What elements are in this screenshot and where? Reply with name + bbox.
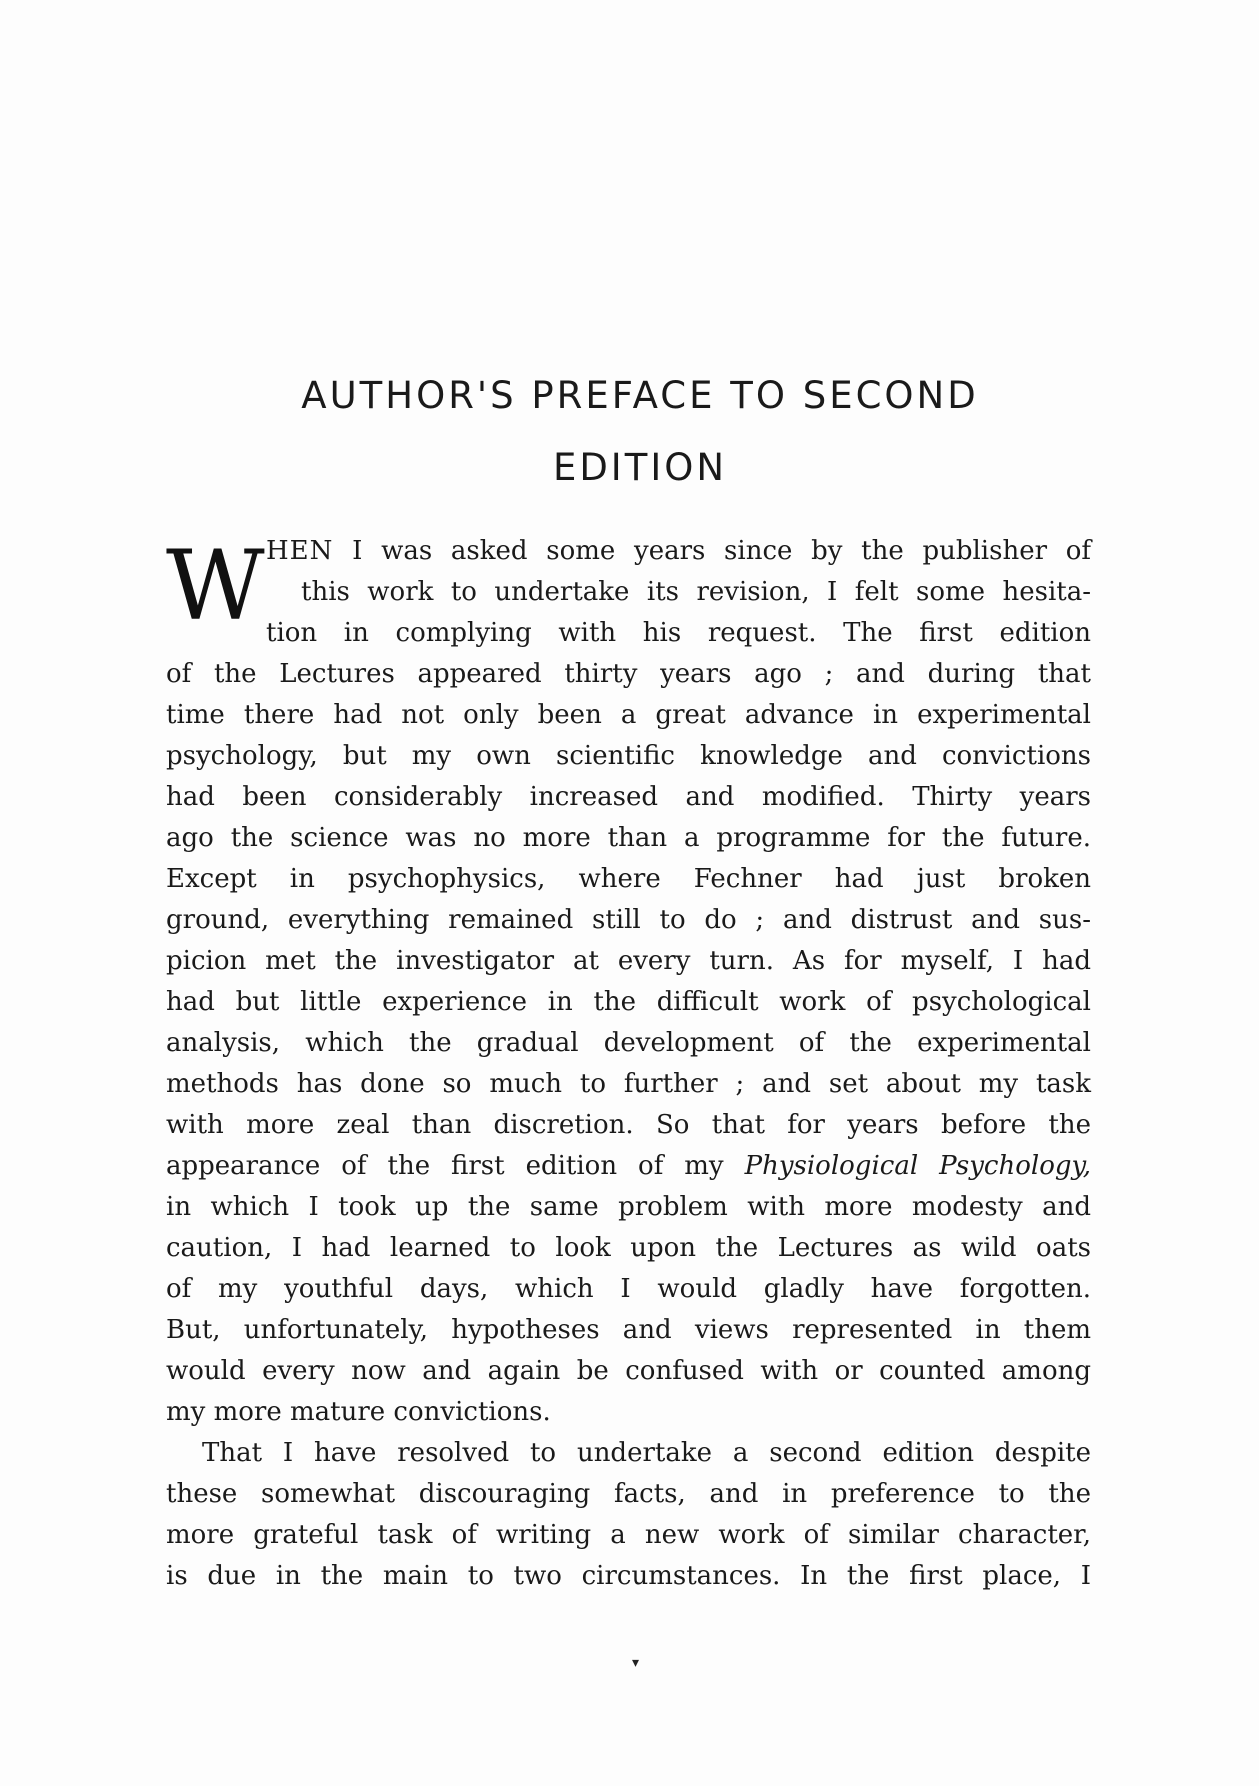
text-line: But, unfortunately, hypotheses and views represented in them xyxy=(166,1315,1091,1345)
text-line: had been considerably increased and modified. Thirty years xyxy=(166,782,1091,812)
text-line: these somewhat discouraging facts, and in preference to the xyxy=(166,1479,1091,1509)
text-line: with more zeal than discretion. So that for years before the xyxy=(166,1110,1091,1140)
text-line: my more mature convictions. xyxy=(166,1397,551,1427)
text-line: of my youthful days, which I would gladly have forgotten. xyxy=(166,1274,1091,1304)
text-line xyxy=(266,530,1091,572)
text-line: ground, everything remained still to do ; and distrust and sus- xyxy=(166,905,1091,935)
text-line: psychology, but my own scientific knowledge and convictions xyxy=(166,741,1091,771)
text-line: analysis, which the gradual development of the experimental xyxy=(166,1028,1091,1058)
chapter-title-line-1: AUTHOR'S PREFACE TO SECOND xyxy=(301,374,979,417)
text-line: methods has done so much to further ; and set about my task xyxy=(166,1069,1091,1099)
text-line: would every now and again be confused with or counted among xyxy=(166,1356,1091,1386)
text-line: is due in the main to two circumstances. In the first place, I xyxy=(166,1561,1091,1591)
drop-cap: W xyxy=(166,530,265,642)
text-line: more grateful task of writing a new work of similar character, xyxy=(166,1520,1091,1550)
line-text: appearance of the first edition of my xyxy=(166,1151,724,1181)
first-line-rest: I was asked some years since by the publisher of xyxy=(352,536,1092,566)
chapter-title-line-2: EDITION xyxy=(552,446,728,489)
text-line: time there had not only been a great advance in experimental xyxy=(166,700,1091,730)
text-line: picion met the investigator at every turn. As for myself, I had xyxy=(166,946,1091,976)
text-line: had but little experience in the difficult work of psychological xyxy=(166,987,1091,1017)
text-line: That I have resolved to undertake a second edition despite xyxy=(202,1438,1091,1468)
text-line: tion in complying with his request. The first edition xyxy=(266,618,1091,648)
text-line xyxy=(166,1145,1091,1187)
text-line: Except in psychophysics, where Fechner had just broken xyxy=(166,864,1091,894)
first-word-caps: HEN xyxy=(266,536,334,566)
text-line: of the Lectures appeared thirty years ago ; and during that xyxy=(166,659,1091,689)
text-line: this work to undertake its revision, I felt some hesita- xyxy=(301,577,1091,607)
text-line: ago the science was no more than a programme for the future. xyxy=(166,823,1091,853)
signature-mark: ▾ xyxy=(632,1655,640,1671)
text-line: in which I took up the same problem with more modesty and xyxy=(166,1192,1091,1222)
text-line: caution, I had learned to look upon the Lectures as wild oats xyxy=(166,1233,1091,1263)
book-title-italic: Physiological Psychology, xyxy=(744,1151,1091,1181)
